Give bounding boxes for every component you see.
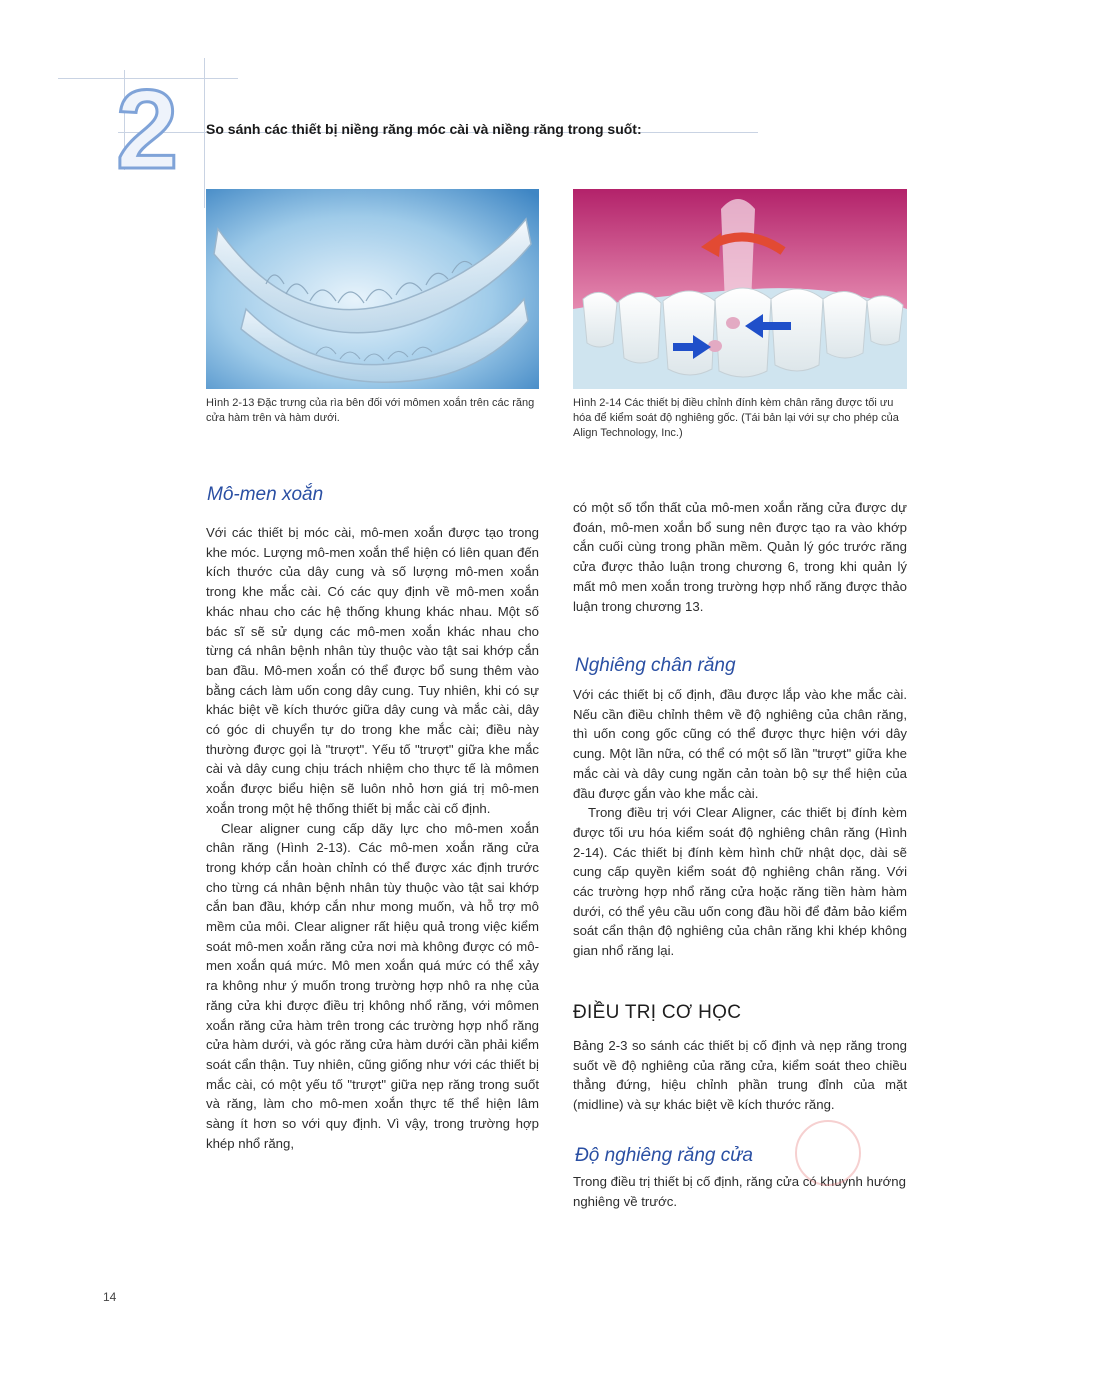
- svg-text:2: 2: [116, 72, 179, 182]
- section-heading: ĐIỀU TRỊ CƠ HỌC: [573, 1002, 742, 1023]
- paragraph: Với các thiết bị móc cài, mô-men xoắn được tạo trong khe móc. Lượng mô-men xoắn thể hiện có liên quan đến kích thước của dây cung và số lượng mô-men xoắn trong khe mắc cài. Có các quy định về mô-men xoắn khác nhau cho các hệ thống khung khác nhau. Một số bác sĩ sẽ sử dụng các mô-men xoắn khác nhau cho từng cá nhân bệnh nhân tùy thuộc vào tật sai khớp cắn ban đầu. Mô-men xoắn có thể được bổ sung thêm vào bằng cách làm uốn cong dây cung. Tuy nhiên, khi có sự khác biệt về kích thước giữa dây cung và mắc cài, dây có góc di chuyển tự do trong khe mắc cài; điều này thường được gọi là "trượt". Yếu tố "trượt" giữa khe mắc cài và dây cung chịu trách nhiệm cho thực tế là mômen xoắn được biểu hiện sẽ luôn nhỏ hơn giá trị mô-men xoắn trong một hệ thống thiết bị mắc cài cố định.: [206, 525, 539, 816]
- header-vertical-rule: [204, 58, 205, 208]
- figure-attachment-image: [573, 189, 907, 389]
- paragraph: Clear aligner cung cấp dãy lực cho mô-men xoắn chân răng (Hình 2-13). Các mô-men xoắn răng cửa trong khớp cắn hoàn chỉnh có thể được xác định trước cho từng cá nhân bệnh nhân tùy thuộc vào tật sai khớp cắn ban đầu, khớp cắn như mong muốn, và hỗ trợ mô mềm của môi. Clear aligner rất hiệu quả trong việc kiểm soát mô-men xoắn răng cửa nơi mà không được có mô-men xoắn quá mức. Mô men xoắn quá mức có thể xảy ra không như ý muốn trong trường hợp nhô ra nhẹ của răng cửa khi được điều trị không nhổ răng, với mômen xoắn răng cửa hàm trên trong các trường hợp nhổ răng cửa hàm dưới, và góc răng cửa hàm dưới cần phải kiểm soát cẩn thận. Tuy nhiên, cũng giống như với các thiết bị mắc cài, có một yếu tố "trượt" giữa nẹp răng trong suốt và răng, làm cho mô-men xoắn thực tế thể hiện lâm sàng ít hơn so với quy định. Vì vậy, trong trường hợp khép nhổ răng,: [206, 820, 539, 1151]
- paragraph: Bảng 2-3 so sánh các thiết bị cố định và nẹp răng trong suốt về độ nghiêng của răng cửa, kiểm soát theo chiều thẳng đứng, hiệu chỉnh phần trung đỉnh của mặt (midline) và sự khác biệt về kích thước răng.: [573, 1038, 907, 1113]
- left-column-text: [206, 523, 539, 1154]
- figure-caption: Hình 2-14 Các thiết bị điều chỉnh đính kèm chân răng được tối ưu hóa để kiểm soát độ nghiêng gốc. (Tái bản lại với sự cho phép của Align Technology, Inc.): [573, 397, 899, 439]
- section-heading: Mô-men xoắn: [207, 484, 324, 505]
- right-column-section1: [573, 685, 907, 961]
- figure-aligner-image: [206, 189, 539, 389]
- right-column-continuation: [573, 498, 907, 616]
- paragraph: Với các thiết bị cố định, đầu được lắp vào khe mắc cài. Nếu cần điều chỉnh thêm về độ nghiêng của chân răng, thì uốn cong gốc cũng có thể được thực hiện với dây cung. Một lần nữa, có thể có một số lần "trượt" giữa khe mắc cài và dây cung ngăn cản toàn bộ sự thể hiện của đầu được gắn vào khe mắc cài.: [573, 687, 907, 801]
- section-heading: Độ nghiêng răng cửa: [575, 1145, 753, 1166]
- figure-caption: Hình 2-13 Đặc trưng của rìa bên đối với mômen xoắn trên các răng cửa hàm trên và hàm dưới.: [206, 397, 535, 424]
- page-number: 14: [103, 1290, 117, 1304]
- page-title: So sánh các thiết bị niềng răng móc cài và niềng răng trong suốt:: [206, 121, 642, 137]
- section-heading: Nghiêng chân răng: [575, 655, 736, 676]
- paragraph: có một số tổn thất của mô-men xoắn răng cửa được dự đoán, mô-men xoắn bổ sung nên được tạo ra vào khớp cắn cuối cùng trong phần mềm. Quản lý góc trước răng cửa được thảo luận trong chương 6, trong khi quản lý mất mô men xoắn trong trường hợp nhổ răng được thảo luận trong chương 13.: [573, 500, 907, 614]
- paragraph: Trong điều trị với Clear Aligner, các thiết bị đính kèm được tối ưu hóa kiểm soát độ nghiêng chân răng (Hình 2-14). Các thiết bị đính kèm hình chữ nhật dọc, dài sẽ cung cấp quyền kiểm soát độ nghiêng chân răng. Với các trường hợp nhổ răng cửa hoặc răng tiền hàm hàm dưới, có thể yêu cầu uốn cong đầu hồi để đảm bảo kiểm soát cẩn thận độ nghiêng của chân răng khi khép không gian nhổ răng lại.: [573, 805, 907, 959]
- right-column-section3: [573, 1172, 907, 1211]
- paragraph: Trong điều trị thiết bị cố định, răng cửa có khuynh hướng nghiêng về trước.: [573, 1174, 906, 1209]
- chapter-number: [112, 72, 192, 182]
- right-column-section2: [573, 1036, 907, 1115]
- watermark-stamp: [795, 1120, 861, 1186]
